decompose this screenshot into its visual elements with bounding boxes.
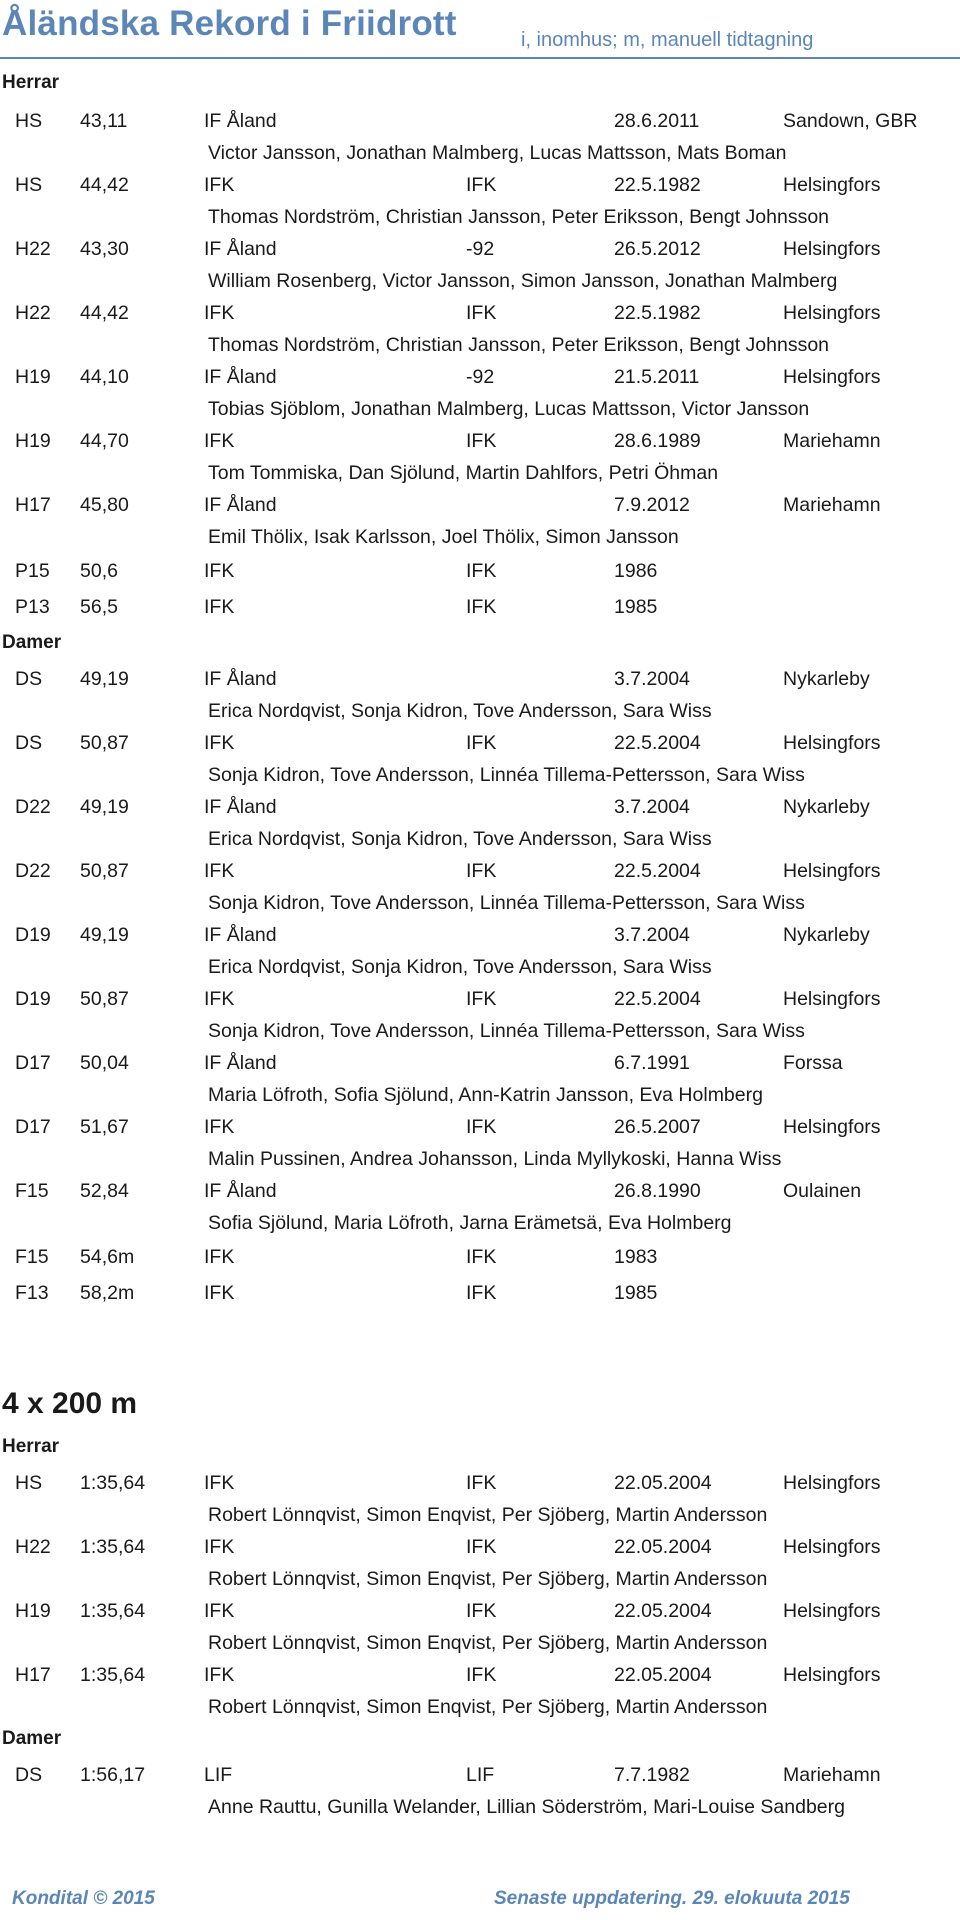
year-cell: IFK	[466, 988, 497, 1010]
class-cell: DS	[15, 732, 43, 754]
club-cell: IF Åland	[204, 366, 277, 388]
date-cell: 3.7.2004	[614, 668, 690, 690]
class-cell: DS	[15, 1764, 43, 1786]
class-cell: DS	[15, 668, 43, 690]
date-cell: 26.8.1990	[614, 1180, 701, 1202]
result-cell: 50,6	[80, 560, 118, 582]
club-cell: IFK	[204, 1664, 235, 1686]
place-cell: Oulainen	[783, 1180, 862, 1202]
class-cell: F13	[15, 1282, 49, 1304]
page-header	[0, 0, 960, 60]
class-cell: P15	[15, 560, 50, 582]
runners-line: Erica Nordqvist, Sonja Kidron, Tove Andersson, Sara Wiss	[208, 700, 712, 722]
record-row	[0, 1282, 960, 1308]
group-label: Herrar	[2, 72, 60, 93]
record-row	[0, 732, 960, 758]
class-cell: D22	[15, 796, 51, 818]
club-cell: IFK	[204, 732, 235, 754]
year-cell: -92	[466, 238, 495, 260]
record-row	[0, 1052, 960, 1078]
club-cell: IFK	[204, 860, 235, 882]
place-cell: Nykarleby	[783, 924, 870, 946]
result-cell: 51,67	[80, 1116, 129, 1138]
result-cell: 49,19	[80, 924, 129, 946]
date-cell: 28.6.1989	[614, 430, 701, 452]
footer-updated: Senaste uppdatering. 29. elokuuta 2015	[494, 1888, 850, 1909]
group-label: Damer	[2, 632, 62, 653]
runners-line: Sofia Sjölund, Maria Löfroth, Jarna Erämetsä, Eva Holmberg	[208, 1212, 732, 1234]
year-cell: IFK	[466, 302, 497, 324]
date-cell: 22.5.2004	[614, 988, 701, 1010]
place-cell: Helsingfors	[783, 174, 881, 196]
place-cell: Forssa	[783, 1052, 843, 1074]
date-cell: 7.9.2012	[614, 494, 690, 516]
place-cell: Nykarleby	[783, 796, 870, 818]
runners-line: Tom Tommiska, Dan Sjölund, Martin Dahlfors, Petri Öhman	[208, 462, 719, 484]
year-cell: IFK	[466, 732, 497, 754]
result-cell: 50,04	[80, 1052, 129, 1074]
record-row	[0, 1764, 960, 1790]
year-cell: IFK	[466, 596, 497, 618]
date-cell: 1985	[614, 596, 658, 618]
result-cell: 49,19	[80, 668, 129, 690]
result-cell: 44,42	[80, 302, 129, 324]
place-cell: Helsingfors	[783, 1600, 881, 1622]
record-row	[0, 238, 960, 264]
class-cell: D17	[15, 1052, 51, 1074]
class-cell: H17	[15, 494, 51, 516]
runners-line: Emil Thölix, Isak Karlsson, Joel Thölix, Simon Jansson	[208, 526, 679, 548]
result-cell: 52,84	[80, 1180, 129, 1202]
club-cell: IF Åland	[204, 110, 277, 132]
record-row	[0, 1246, 960, 1272]
date-cell: 3.7.2004	[614, 924, 690, 946]
date-cell: 22.5.2004	[614, 860, 701, 882]
date-cell: 22.5.2004	[614, 732, 701, 754]
result-cell: 44,70	[80, 430, 129, 452]
place-cell: Helsingfors	[783, 732, 881, 754]
date-cell: 21.5.2011	[614, 366, 700, 388]
record-row	[0, 1472, 960, 1498]
year-cell: IFK	[466, 1246, 497, 1268]
club-cell: IF Åland	[204, 1052, 277, 1074]
club-cell: IFK	[204, 430, 235, 452]
result-cell: 49,19	[80, 796, 129, 818]
club-cell: IFK	[204, 596, 235, 618]
place-cell: Helsingfors	[783, 366, 881, 388]
club-cell: IFK	[204, 302, 235, 324]
result-cell: 1:35,64	[80, 1600, 146, 1622]
result-cell: 1:35,64	[80, 1472, 146, 1494]
result-cell: 54,6m	[80, 1246, 135, 1268]
date-cell: 22.05.2004	[614, 1664, 712, 1686]
place-cell: Nykarleby	[783, 668, 870, 690]
result-cell: 58,2m	[80, 1282, 135, 1304]
club-cell: LIF	[204, 1764, 233, 1786]
place-cell: Mariehamn	[783, 1764, 881, 1786]
place-cell: Helsingfors	[783, 1664, 881, 1686]
class-cell: P13	[15, 596, 50, 618]
runners-line: Robert Lönnqvist, Simon Enqvist, Per Sjöberg, Martin Andersson	[208, 1504, 768, 1526]
class-cell: HS	[15, 110, 43, 132]
place-cell: Helsingfors	[783, 860, 881, 882]
record-row	[0, 860, 960, 886]
date-cell: 26.5.2007	[614, 1116, 701, 1138]
year-cell: IFK	[466, 860, 497, 882]
date-cell: 22.05.2004	[614, 1472, 712, 1494]
club-cell: IFK	[204, 988, 235, 1010]
date-cell: 22.05.2004	[614, 1536, 712, 1558]
result-cell: 1:35,64	[80, 1664, 146, 1686]
club-cell: IF Åland	[204, 1180, 277, 1202]
club-cell: IFK	[204, 1600, 235, 1622]
club-cell: IFK	[204, 1472, 235, 1494]
runners-line: Malin Pussinen, Andrea Johansson, Linda Myllykoski, Hanna Wiss	[208, 1148, 782, 1170]
record-row	[0, 668, 960, 694]
place-cell: Mariehamn	[783, 430, 881, 452]
record-row	[0, 302, 960, 328]
year-cell: IFK	[466, 430, 497, 452]
date-cell: 1986	[614, 560, 658, 582]
year-cell: IFK	[466, 1664, 497, 1686]
year-cell: IFK	[466, 1282, 497, 1304]
year-cell: IFK	[466, 174, 497, 196]
record-row	[0, 796, 960, 822]
class-cell: H19	[15, 1600, 51, 1622]
club-cell: IFK	[204, 1116, 235, 1138]
place-cell: Helsingfors	[783, 988, 881, 1010]
year-cell: -92	[466, 366, 495, 388]
result-cell: 43,11	[80, 110, 128, 132]
result-cell: 44,42	[80, 174, 129, 196]
club-cell: IF Åland	[204, 796, 277, 818]
record-row	[0, 110, 960, 136]
record-row	[0, 1536, 960, 1562]
date-cell: 22.5.1982	[614, 302, 701, 324]
page-title: Åländska Rekord i Friidrott	[2, 4, 457, 43]
runners-line: Erica Nordqvist, Sonja Kidron, Tove Andersson, Sara Wiss	[208, 828, 712, 850]
year-cell: LIF	[466, 1764, 495, 1786]
club-cell: IF Åland	[204, 924, 277, 946]
place-cell: Helsingfors	[783, 238, 881, 260]
class-cell: D22	[15, 860, 51, 882]
runners-line: Victor Jansson, Jonathan Malmberg, Lucas Mattsson, Mats Boman	[208, 142, 787, 164]
year-cell: IFK	[466, 1116, 497, 1138]
club-cell: IF Åland	[204, 238, 277, 260]
result-cell: 1:35,64	[80, 1536, 146, 1558]
result-cell: 50,87	[80, 988, 129, 1010]
year-cell: IFK	[466, 1472, 497, 1494]
runners-line: Erica Nordqvist, Sonja Kidron, Tove Andersson, Sara Wiss	[208, 956, 712, 978]
club-cell: IFK	[204, 174, 235, 196]
group-label: Herrar	[2, 1436, 60, 1457]
class-cell: F15	[15, 1246, 49, 1268]
header-divider	[0, 57, 960, 59]
date-cell: 28.6.2011	[614, 110, 700, 132]
result-cell: 43,30	[80, 238, 129, 260]
date-cell: 1985	[614, 1282, 658, 1304]
club-cell: IFK	[204, 1246, 235, 1268]
runners-line: Sonja Kidron, Tove Andersson, Linnéa Tillema-Pettersson, Sara Wiss	[208, 892, 805, 914]
year-cell: IFK	[466, 1600, 497, 1622]
class-cell: D17	[15, 1116, 51, 1138]
place-cell: Helsingfors	[783, 302, 881, 324]
class-cell: HS	[15, 1472, 43, 1494]
class-cell: F15	[15, 1180, 49, 1202]
year-cell: IFK	[466, 560, 497, 582]
record-row	[0, 174, 960, 200]
place-cell: Helsingfors	[783, 1536, 881, 1558]
result-cell: 44,10	[80, 366, 129, 388]
result-cell: 56,5	[80, 596, 118, 618]
record-row	[0, 494, 960, 520]
runners-line: Thomas Nordström, Christian Jansson, Peter Eriksson, Bengt Johnsson	[208, 206, 830, 228]
runners-line: Robert Lönnqvist, Simon Enqvist, Per Sjöberg, Martin Andersson	[208, 1696, 768, 1718]
date-cell: 22.5.1982	[614, 174, 701, 196]
record-row	[0, 1180, 960, 1206]
runners-line: Tobias Sjöblom, Jonathan Malmberg, Lucas Mattsson, Victor Jansson	[208, 398, 810, 420]
record-row	[0, 1664, 960, 1690]
group-label: Damer	[2, 1728, 62, 1749]
class-cell: D19	[15, 988, 51, 1010]
place-cell: Helsingfors	[783, 1472, 881, 1494]
class-cell: H22	[15, 1536, 51, 1558]
class-cell: H22	[15, 302, 51, 324]
club-cell: IFK	[204, 1536, 235, 1558]
runners-line: Robert Lönnqvist, Simon Enqvist, Per Sjöberg, Martin Andersson	[208, 1632, 768, 1654]
date-cell: 3.7.2004	[614, 796, 690, 818]
record-row	[0, 988, 960, 1014]
record-row	[0, 924, 960, 950]
date-cell: 26.5.2012	[614, 238, 701, 260]
class-cell: H17	[15, 1664, 51, 1686]
page-subtitle: i, inomhus; m, manuell tidtagning	[521, 29, 814, 51]
runners-line: William Rosenberg, Victor Jansson, Simon Jansson, Jonathan Malmberg	[208, 270, 838, 292]
date-cell: 1983	[614, 1246, 658, 1268]
runners-line: Anne Rauttu, Gunilla Welander, Lillian Söderström, Mari-Louise Sandberg	[208, 1796, 845, 1818]
record-row	[0, 366, 960, 392]
runners-line: Sonja Kidron, Tove Andersson, Linnéa Tillema-Pettersson, Sara Wiss	[208, 764, 805, 786]
runners-line: Sonja Kidron, Tove Andersson, Linnéa Tillema-Pettersson, Sara Wiss	[208, 1020, 805, 1042]
class-cell: HS	[15, 174, 43, 196]
year-cell: IFK	[466, 1536, 497, 1558]
footer-copyright: Kondital © 2015	[12, 1888, 155, 1909]
club-cell: IFK	[204, 560, 235, 582]
club-cell: IF Åland	[204, 668, 277, 690]
record-row	[0, 1600, 960, 1626]
place-cell: Mariehamn	[783, 494, 881, 516]
class-cell: H19	[15, 366, 51, 388]
record-row	[0, 560, 960, 586]
date-cell: 22.05.2004	[614, 1600, 712, 1622]
place-cell: Helsingfors	[783, 1116, 881, 1138]
record-row	[0, 1116, 960, 1142]
date-cell: 7.7.1982	[614, 1764, 690, 1786]
result-cell: 50,87	[80, 860, 129, 882]
result-cell: 50,87	[80, 732, 129, 754]
runners-line: Thomas Nordström, Christian Jansson, Peter Eriksson, Bengt Johnsson	[208, 334, 830, 356]
result-cell: 1:56,17	[80, 1764, 146, 1786]
date-cell: 6.7.1991	[614, 1052, 690, 1074]
club-cell: IF Åland	[204, 494, 277, 516]
club-cell: IFK	[204, 1282, 235, 1304]
section-heading: 4 x 200 m	[2, 1387, 138, 1420]
record-row	[0, 430, 960, 456]
class-cell: H22	[15, 238, 51, 260]
runners-line: Maria Löfroth, Sofia Sjölund, Ann-Katrin Jansson, Eva Holmberg	[208, 1084, 763, 1106]
result-cell: 45,80	[80, 494, 129, 516]
class-cell: H19	[15, 430, 51, 452]
place-cell: Sandown, GBR	[783, 110, 918, 132]
class-cell: D19	[15, 924, 51, 946]
runners-line: Robert Lönnqvist, Simon Enqvist, Per Sjöberg, Martin Andersson	[208, 1568, 768, 1590]
record-row	[0, 596, 960, 622]
